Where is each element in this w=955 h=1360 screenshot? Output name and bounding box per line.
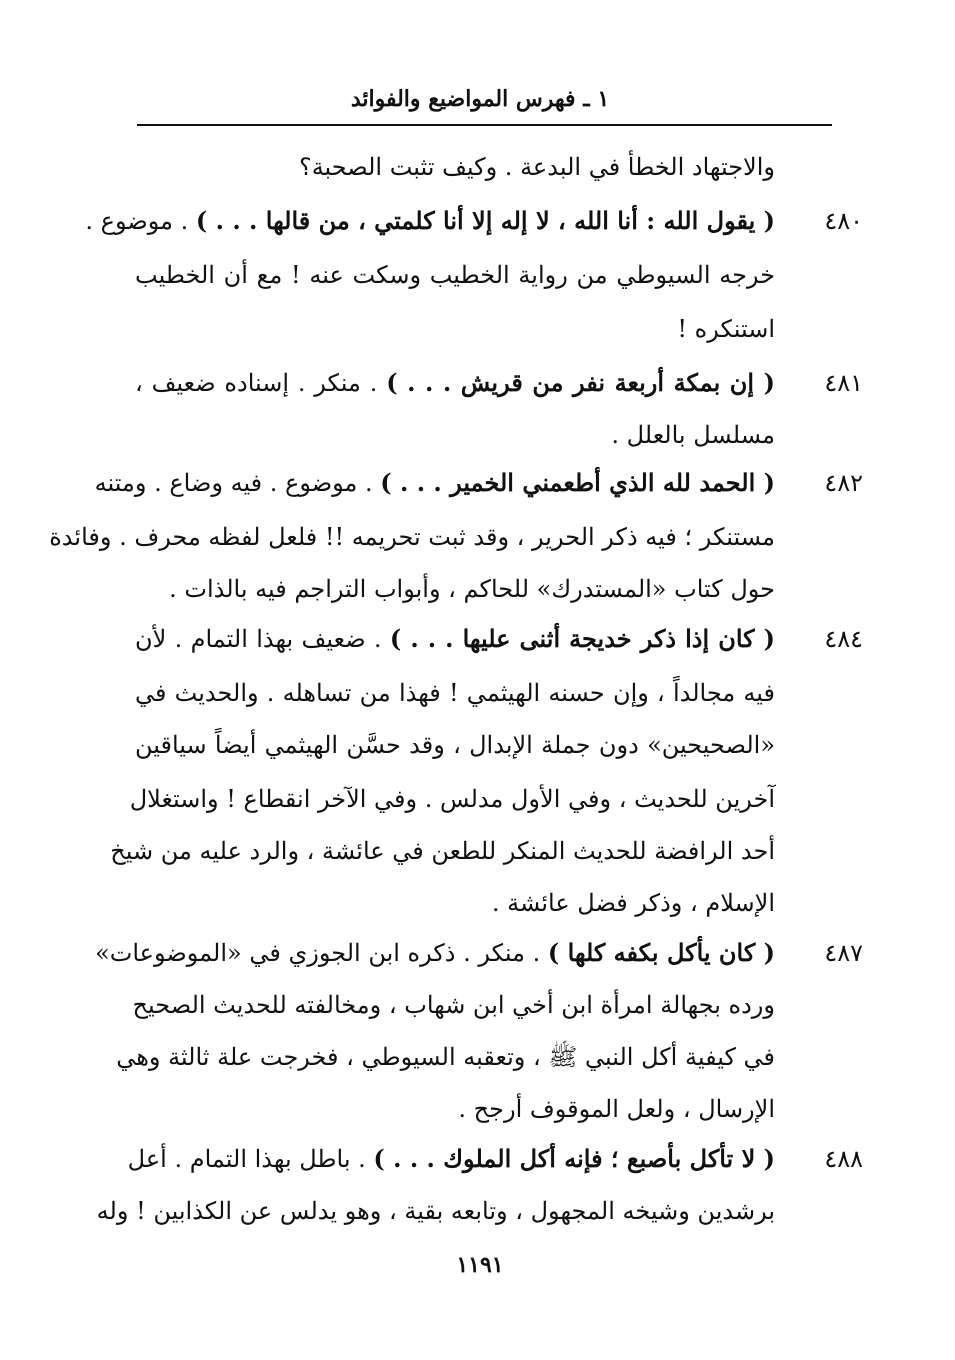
entry-text: . منكر . ذكره ابن الجوزي في «الموضوعات»: [95, 939, 548, 967]
page-number: ١١٩١: [456, 1252, 504, 1278]
entry-line: آخرين للحديث ، وفي الأول مدلس . وفي الآخر انقطاع ! واستغلال: [129, 785, 775, 813]
entry-number: ٤٨٤: [824, 625, 863, 653]
entry-text: . موضوع .: [85, 207, 196, 235]
entry-text: . ضعيف بهذا التمام . لأن: [135, 625, 390, 653]
entry-line: الإسلام ، وذكر فضل عائشة .: [491, 889, 775, 917]
entry-first-line: [95, 938, 775, 968]
entry-number: ٤٨١: [824, 369, 863, 397]
entry-line: خرجه السيوطي من رواية الخطيب وسكت عنه ! مع أن الخطيب: [135, 261, 775, 289]
entry-line: حول كتاب «المستدرك» للحاكم ، وأبواب التراجم فيه بالذات .: [169, 575, 775, 603]
entry-first-line: [94, 468, 775, 498]
entry-number: ٤٨٠: [824, 207, 863, 235]
entry-line: برشدين وشيخه المجهول ، وتابعه بقية ، وهو يدلس عن الكذابين ! وله: [96, 1197, 775, 1225]
entry-line: في كيفية أكل النبي ﷺ ، وتعقبه السيوطي ، فخرجت علة ثالثة وهي: [116, 1043, 775, 1071]
entry-line: أحد الرافضة للحديث المنكر للطعن في عائشة ، والرد عليه من شيخ: [110, 837, 775, 865]
hadith-text: ( إن بمكة أربعة نفر من قريش . . . ): [386, 368, 775, 397]
entry-line: الإرسال ، ولعل الموقوف أرجح .: [458, 1095, 775, 1123]
hadith-text: ( يقول الله : أنا الله ، لا إله إلا أنا كلمتي ، من قالها . . . ): [195, 206, 775, 235]
running-header: ١ ـ فهرس المواضيع والفوائد: [350, 86, 610, 112]
entry-text: . باطل بهذا التمام . أعل: [127, 1145, 374, 1173]
intro-line: والاجتهاد الخطأ في البدعة . وكيف تثبت الصحبة؟: [298, 153, 775, 181]
entry-first-line: [127, 1144, 775, 1174]
entry-line: استنكره !: [677, 315, 775, 343]
entry-first-line: [135, 624, 775, 654]
entry-first-line: [135, 368, 775, 398]
entry-line: «الصحيحين» دون جملة الإبدال ، وقد حسَّن الهيثمي أيضاً سياقين: [135, 731, 776, 759]
entry-number: ٤٨٢: [824, 469, 863, 497]
hadith-text: ( كان يأكل بكفه كلها ): [547, 938, 775, 967]
entry-text: . موضوع . فيه وضاع . ومتنه: [94, 469, 381, 497]
header-rule: [137, 124, 832, 126]
entry-line: ورده بجهالة امرأة ابن أخي ابن شهاب ، ومخالفته للحديث الصحيح: [132, 991, 775, 1019]
entry-line: مستنكر ؛ فيه ذكر الحرير ، وقد ثبت تحريمه !! فلعل لفظه محرف . وفائدة: [49, 523, 775, 551]
entry-line: مسلسل بالعلل .: [611, 421, 775, 449]
hadith-text: ( الحمد لله الذي أطعمني الخمير . . . ): [380, 468, 775, 497]
entry-number: ٤٨٨: [824, 1145, 863, 1173]
hadith-text: ( كان إذا ذكر خديجة أثنى عليها . . . ): [389, 624, 775, 653]
entry-number: ٤٨٧: [824, 939, 863, 967]
hadith-text: ( لا تأكل بأصبع ؛ فإنه أكل الملوك . . . ): [373, 1144, 775, 1173]
entry-text: . منكر . إسناده ضعيف ،: [135, 369, 387, 397]
entry-first-line: [85, 206, 775, 236]
entry-line: فيه مجالداً ، وإن حسنه الهيثمي ! فهذا من تساهله . والحديث في: [135, 679, 775, 707]
